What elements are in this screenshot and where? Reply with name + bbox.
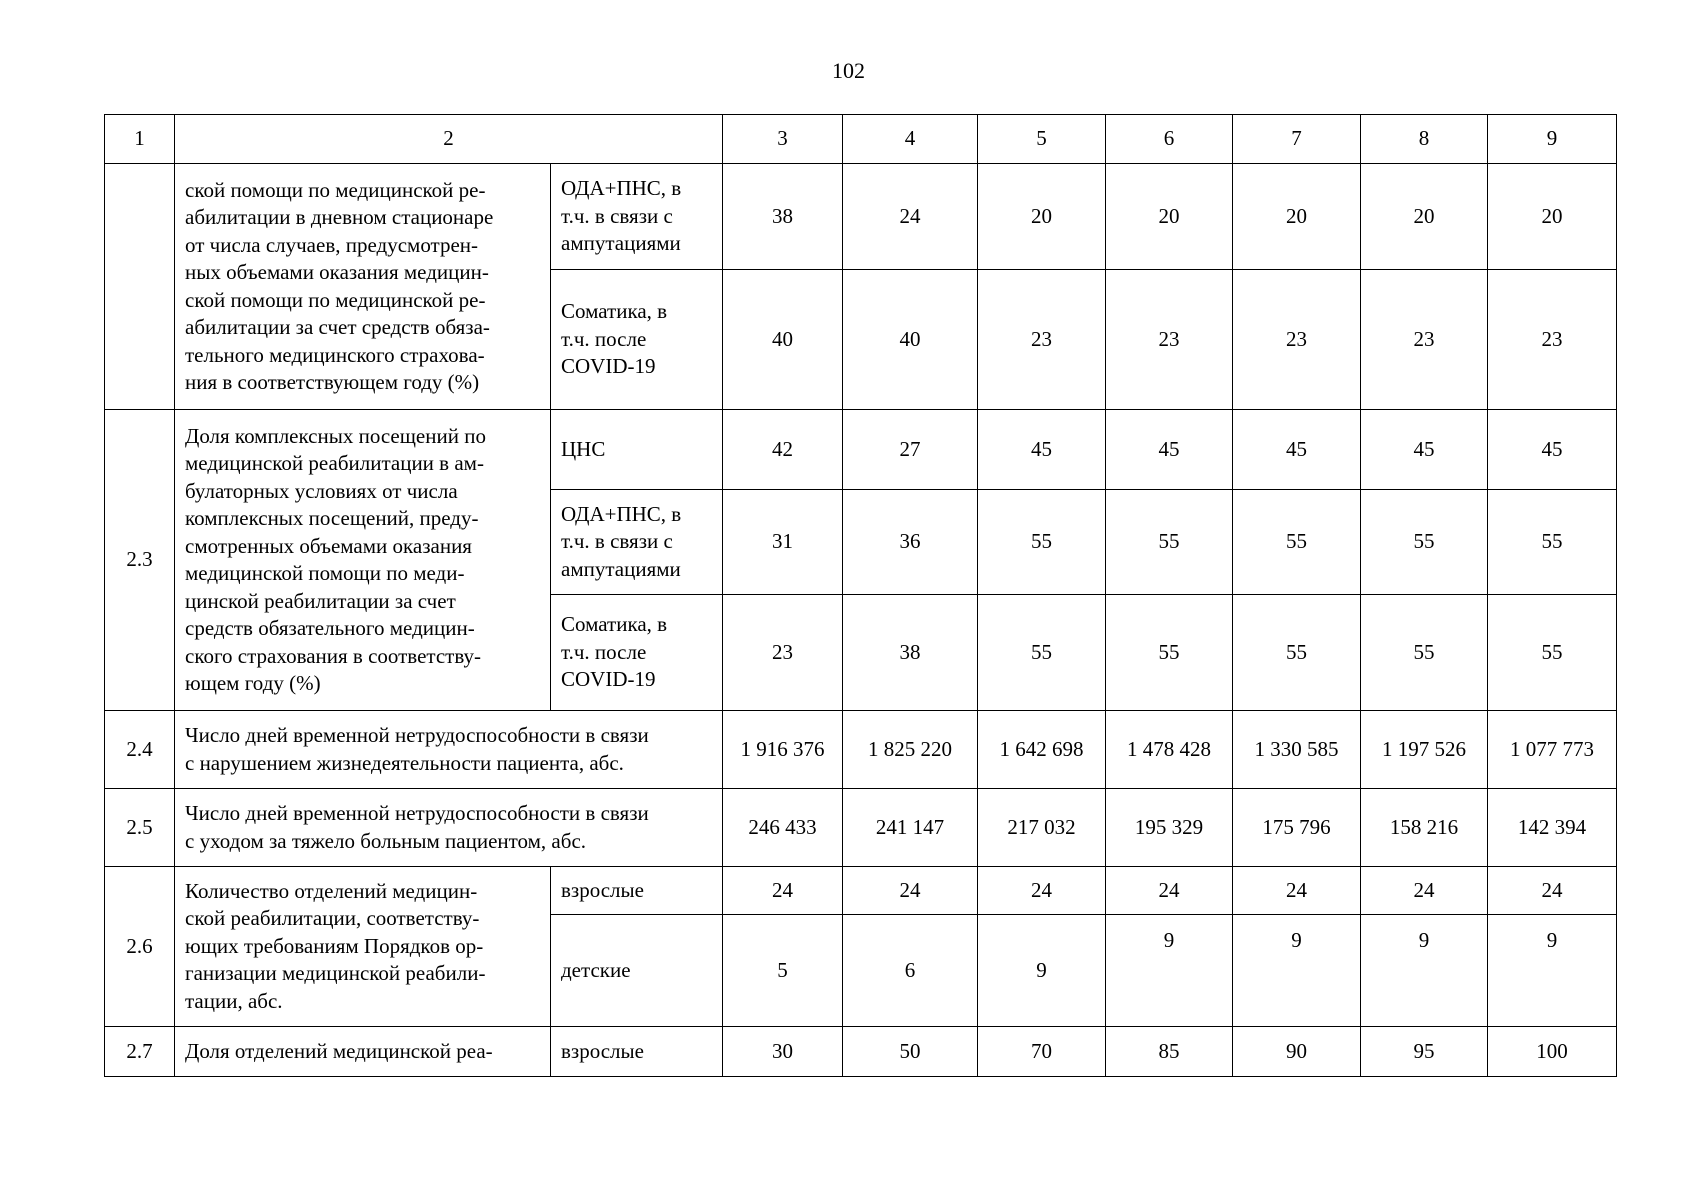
value-cell: 1 077 773 xyxy=(1488,711,1617,789)
value-cell: 55 xyxy=(978,490,1106,595)
value-cell: 1 916 376 xyxy=(723,711,843,789)
value-cell: 55 xyxy=(1106,595,1233,711)
column-number-row xyxy=(105,115,1617,164)
desc-line: булаторных условиях от числа xyxy=(185,478,458,503)
value-cell: 158 216 xyxy=(1361,789,1488,867)
value-cell: 20 xyxy=(978,164,1106,270)
subcategory xyxy=(551,915,723,1027)
table-row xyxy=(105,410,1617,490)
value-cell: 85 xyxy=(1106,1027,1233,1077)
value-cell: 1 825 220 xyxy=(843,711,978,789)
desc-line: тации, абс. xyxy=(185,988,283,1013)
value-cell: 45 xyxy=(1488,410,1617,490)
desc-line: Число дней временной нетрудоспособности в связи xyxy=(185,801,649,825)
header-cell: 6 xyxy=(1106,115,1233,164)
value-cell: 55 xyxy=(1106,490,1233,595)
row-number xyxy=(105,164,175,410)
desc-line: комплексных посещений, преду- xyxy=(185,506,479,530)
header-cell: 5 xyxy=(978,115,1106,164)
indicator-description xyxy=(175,164,551,410)
header-cell: 9 xyxy=(1488,115,1617,164)
desc-line: от числа случаев, предусмотрен- xyxy=(185,232,479,257)
indicator-description xyxy=(175,1027,551,1077)
value-cell: 246 433 xyxy=(723,789,843,867)
value-cell: 9 xyxy=(1488,915,1617,1027)
subcategory xyxy=(551,270,723,410)
value-cell: 24 xyxy=(843,867,978,915)
table-row xyxy=(105,711,1617,789)
sub-line: ампутациями xyxy=(561,231,681,256)
desc-line: Количество отделений медицин- xyxy=(185,878,478,903)
value-cell: 95 xyxy=(1361,1027,1488,1077)
value-cell: 50 xyxy=(843,1027,978,1077)
header-cell: 7 xyxy=(1233,115,1361,164)
sub-line: взрослые xyxy=(561,877,644,902)
subcategory xyxy=(551,595,723,711)
value-cell: 27 xyxy=(843,410,978,490)
value-cell: 23 xyxy=(1361,270,1488,410)
value-cell: 1 478 428 xyxy=(1106,711,1233,789)
value-cell: 36 xyxy=(843,490,978,595)
indicator-description xyxy=(175,711,723,789)
table-row xyxy=(105,164,1617,270)
value-cell: 31 xyxy=(723,490,843,595)
sub-line: Соматика, в xyxy=(561,612,668,637)
table-row xyxy=(105,1027,1617,1077)
value-cell: 40 xyxy=(723,270,843,410)
value-cell: 175 796 xyxy=(1233,789,1361,867)
value-cell: 9 xyxy=(1106,915,1233,1027)
value-cell: 23 xyxy=(1233,270,1361,410)
header-cell: 8 xyxy=(1361,115,1488,164)
desc-line: с нарушением жизнедеятельности пациента, абс. xyxy=(185,750,624,775)
value-cell: 20 xyxy=(1106,164,1233,270)
subcategory xyxy=(551,490,723,595)
header-cell: 2 xyxy=(175,115,723,164)
desc-line: смотренных объемами оказания xyxy=(185,533,472,558)
desc-line: медицинской реабилитации в ам- xyxy=(185,451,484,475)
header-cell: 3 xyxy=(723,115,843,164)
value-cell: 55 xyxy=(1361,490,1488,595)
value-cell: 55 xyxy=(1233,490,1361,595)
row-number: 2.4 xyxy=(105,711,175,789)
value-cell: 90 xyxy=(1233,1027,1361,1077)
value-cell: 142 394 xyxy=(1488,789,1617,867)
value-cell: 38 xyxy=(843,595,978,711)
value-cell: 42 xyxy=(723,410,843,490)
value-cell: 55 xyxy=(1233,595,1361,711)
value-cell: 23 xyxy=(1106,270,1233,410)
value-cell: 55 xyxy=(1361,595,1488,711)
desc-line: Число дней временной нетрудоспособности в связи xyxy=(185,723,649,747)
desc-line: Доля комплексных посещений по xyxy=(185,423,486,448)
value-cell: 6 xyxy=(843,915,978,1027)
desc-line: ющих требованиям Порядков ор- xyxy=(185,933,484,958)
sub-line: ампутациями xyxy=(561,556,681,581)
desc-line: Доля отделений медицинской реа- xyxy=(185,1038,493,1063)
table-row xyxy=(105,867,1617,915)
sub-line: т.ч. в связи с xyxy=(561,203,673,228)
page-number: 102 xyxy=(832,58,865,83)
value-cell: 100 xyxy=(1488,1027,1617,1077)
value-cell: 24 xyxy=(723,867,843,915)
indicators-table xyxy=(104,114,1617,1077)
desc-line: тельного медицинского страхова- xyxy=(185,342,485,367)
value-cell: 20 xyxy=(1233,164,1361,270)
value-cell: 38 xyxy=(723,164,843,270)
value-cell: 24 xyxy=(978,867,1106,915)
value-cell: 40 xyxy=(843,270,978,410)
sub-line: Соматика, в xyxy=(561,299,668,324)
desc-line: ской реабилитации, соответству- xyxy=(185,906,480,931)
row-number: 2.7 xyxy=(105,1027,175,1077)
row-number: 2.6 xyxy=(105,867,175,1027)
value-cell: 195 329 xyxy=(1106,789,1233,867)
sub-line: COVID-19 xyxy=(561,354,656,379)
value-cell: 241 147 xyxy=(843,789,978,867)
desc-line: ганизации медицинской реабили- xyxy=(185,961,486,986)
desc-line: цинской реабилитации за счет xyxy=(185,588,456,613)
sub-line: ЦНС xyxy=(561,436,606,461)
value-cell: 1 197 526 xyxy=(1361,711,1488,789)
value-cell: 70 xyxy=(978,1027,1106,1077)
value-cell: 9 xyxy=(1361,915,1488,1027)
value-cell: 45 xyxy=(1106,410,1233,490)
value-cell: 55 xyxy=(1488,490,1617,595)
subcategory xyxy=(551,1027,723,1077)
value-cell: 45 xyxy=(1361,410,1488,490)
value-cell: 55 xyxy=(1488,595,1617,711)
desc-line: ющем году (%) xyxy=(185,671,321,695)
value-cell: 1 330 585 xyxy=(1233,711,1361,789)
sub-line: т.ч. после xyxy=(561,639,647,664)
value-cell: 45 xyxy=(978,410,1106,490)
indicator-description xyxy=(175,789,723,867)
indicator-description xyxy=(175,410,551,711)
value-cell: 5 xyxy=(723,915,843,1027)
desc-line: абилитации за счет средств обяза- xyxy=(185,315,490,339)
sub-line: т.ч. после xyxy=(561,326,647,351)
row-number: 2.3 xyxy=(105,410,175,711)
value-cell: 1 642 698 xyxy=(978,711,1106,789)
value-cell: 20 xyxy=(1488,164,1617,270)
sub-line: т.ч. в связи с xyxy=(561,529,673,554)
value-cell: 24 xyxy=(1488,867,1617,915)
desc-line: ского страхования в соответству- xyxy=(185,643,482,668)
desc-line: ния в соответствующем году (%) xyxy=(185,370,480,394)
desc-line: средств обязательного медицин- xyxy=(185,616,475,640)
header-cell: 4 xyxy=(843,115,978,164)
sub-line: детские xyxy=(561,957,631,982)
desc-line: абилитации в дневном стационаре xyxy=(185,205,494,229)
value-cell: 217 032 xyxy=(978,789,1106,867)
subcategory xyxy=(551,867,723,915)
value-cell: 24 xyxy=(1106,867,1233,915)
sub-line: ОДА+ПНС, в xyxy=(561,501,682,526)
desc-line: медицинской помощи по меди- xyxy=(185,561,465,585)
value-cell: 9 xyxy=(1233,915,1361,1027)
desc-line: ской помощи по медицинской ре- xyxy=(185,287,486,312)
header-cell: 1 xyxy=(105,115,175,164)
subcategory xyxy=(551,164,723,270)
indicator-description xyxy=(175,867,551,1027)
value-cell: 23 xyxy=(723,595,843,711)
table-row xyxy=(105,789,1617,867)
sub-line: взрослые xyxy=(561,1038,644,1063)
value-cell: 30 xyxy=(723,1027,843,1077)
desc-line: с уходом за тяжело больным пациентом, абс. xyxy=(185,828,587,853)
value-cell: 23 xyxy=(1488,270,1617,410)
value-cell: 23 xyxy=(978,270,1106,410)
value-cell: 20 xyxy=(1361,164,1488,270)
value-cell: 24 xyxy=(1233,867,1361,915)
desc-line: ской помощи по медицинской ре- xyxy=(185,177,486,202)
subcategory xyxy=(551,410,723,490)
sub-line: COVID-19 xyxy=(561,667,656,692)
value-cell: 9 xyxy=(978,915,1106,1027)
value-cell: 55 xyxy=(978,595,1106,711)
sub-line: ОДА+ПНС, в xyxy=(561,176,682,201)
value-cell: 24 xyxy=(1361,867,1488,915)
desc-line: ных объемами оказания медицин- xyxy=(185,260,489,284)
row-number: 2.5 xyxy=(105,789,175,867)
value-cell: 45 xyxy=(1233,410,1361,490)
value-cell: 24 xyxy=(843,164,978,270)
